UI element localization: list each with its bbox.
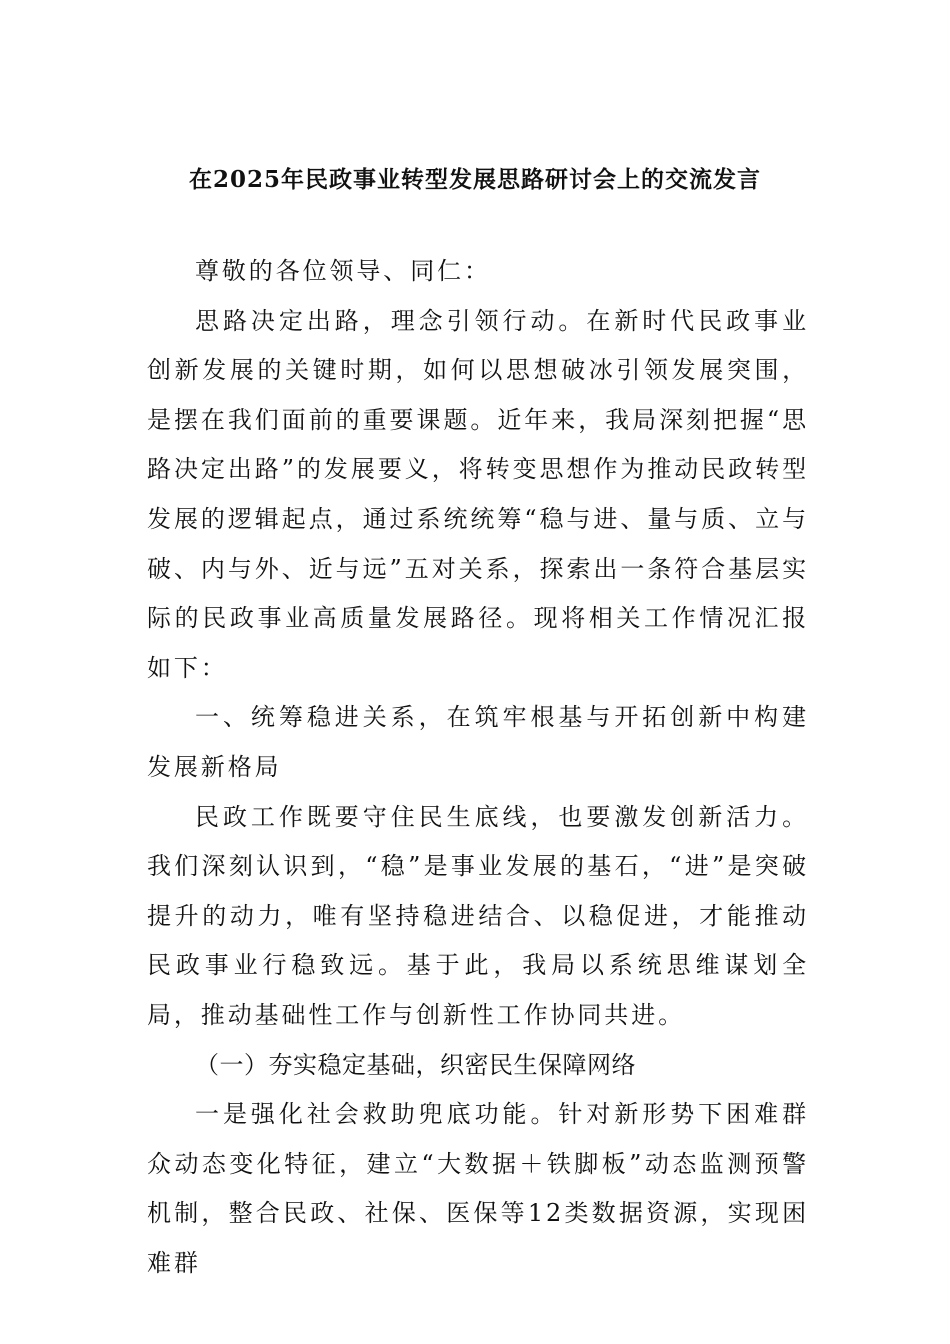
subsection-1-paragraph: 一是强化社会救助兜底功能。针对新形势下困难群众动态变化特征，建立“大数据＋铁脚板”动态监测预警机制，整合民政、社保、医保等12类数据资源，实现困难群 [147, 1100, 809, 1277]
document-title: 在2025年民政事业转型发展思路研讨会上的交流发言 [188, 166, 761, 193]
subsection-heading-1: （一）夯实稳定基础，织密民生保障网络 [195, 1050, 636, 1079]
section-1-paragraph: 民政工作既要守住民生底线，也要激发创新活力。我们深刻认识到，“稳”是事业发展的基石，“进”是突破提升的动力，唯有坚持稳进结合、以稳促进，才能推动民政事业行稳致远。基于此，我局以系统思维谋划全局，推动基础性工作与创新性工作协同共进。 [147, 802, 809, 1029]
section-heading-1: 一、统筹稳进关系，在筑牢根基与开拓创新中构建发展新格局 [147, 703, 809, 781]
intro-paragraph: 思路决定出路，理念引领行动。在新时代民政事业创新发展的关键时期，如何以思想破冰引领发展突围，是摆在我们面前的重要课题。近年来，我局深刻把握“思路决定出路”的发展要义，将转变思想作为推动民政转型发展的逻辑起点，通过系统统筹“稳与进、量与质、立与破、内与外、近与远”五对关系，探索出一条符合基层实际的民政事业高质量发展路径。现将相关工作情况汇报如下： [147, 306, 809, 682]
document-body [147, 247, 809, 1288]
salutation-paragraph: 尊敬的各位领导、同仁： [195, 257, 491, 285]
